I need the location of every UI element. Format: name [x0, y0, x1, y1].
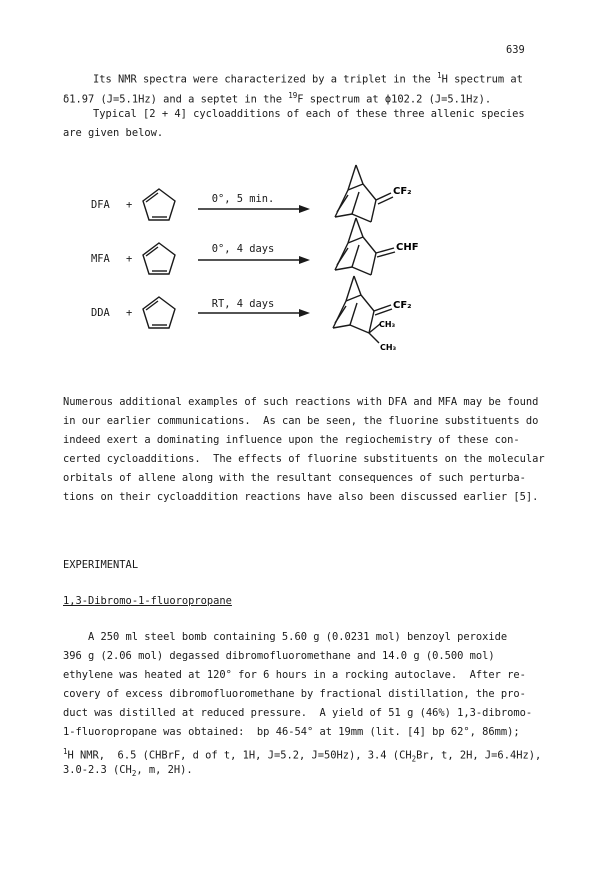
experimental-line: ethylene was heated at 120° for 6 hours in a rocking autoclave. After re-	[63, 669, 526, 681]
cyclopentadiene-structure	[143, 297, 175, 328]
discussion-line: indeed exert a dominating influence upon the regiochemistry of these con-	[63, 434, 520, 446]
product-substituent-label: CF₂	[393, 186, 412, 197]
nmr-data-line: 3.0-2.3 ($CH_2$, m, 2H).	[63, 764, 193, 779]
discussion-line: tions on their cycloaddition reactions have also been discussed earlier [5].	[63, 491, 539, 503]
plus-sign: +	[126, 307, 133, 319]
norbornene-product-structure	[335, 165, 393, 222]
discussion-line: in our earlier communications. As can be seen, the fluorine substituents do	[63, 415, 539, 427]
reactant-label-mfa: MFA	[91, 253, 110, 265]
intro-line-1: Its NMR spectra were characterized by a triplet in the $^1$H spectrum at	[93, 71, 523, 86]
norbornene-product-structure	[333, 276, 392, 343]
product-substituent-label: CF₂	[393, 300, 412, 311]
plus-sign: +	[126, 253, 133, 265]
experimental-line: 1-fluoropropane was obtained: bp 46-54° at 19mm (lit. [4] bp 62°, 86mm);	[63, 726, 520, 738]
intro-line-2: δ1.97 (J=5.1Hz) and a septet in the $^{19}$F spectrum at ϕ102.2 (J=5.1Hz).	[63, 91, 492, 106]
page-number: 639	[506, 44, 525, 56]
cyclopentadiene-structure	[143, 189, 175, 220]
experimental-line: duct was distilled at reduced pressure. A yield of 51 g (46%) 1,3-dibromo-	[63, 707, 533, 719]
product-substituent-label: CHF	[396, 242, 419, 253]
cyclopentadiene-structure	[143, 243, 175, 274]
reactant-label-dda: DDA	[91, 307, 110, 319]
intro-line-4: are given below.	[63, 127, 164, 139]
reaction-conditions-1: 0°, 5 min.	[211, 193, 275, 205]
intro-line-3: Typical [2 + 4] cycloadditions of each of these three allenic species	[93, 108, 525, 120]
experimental-line: A 250 ml steel bomb containing 5.60 g (0.0231 mol) benzoyl peroxide	[88, 631, 508, 643]
experimental-line: covery of excess dibromofluoromethane by fractional distillation, the pro-	[63, 688, 526, 700]
reaction-conditions-3: RT, 4 days	[211, 298, 275, 310]
section-heading: EXPERIMENTAL	[63, 559, 139, 571]
discussion-line: orbitals of allene along with the resultant consequences of such perturba-	[63, 472, 526, 484]
experimental-line: 396 g (2.06 mol) degassed dibromofluoromethane and 14.0 g (0.500 mol)	[63, 650, 495, 662]
subsection-heading: 1,3-Dibromo-1-fluoropropane	[63, 595, 232, 607]
discussion-line: certed cycloadditions. The effects of fluorine substituents on the molecular	[63, 453, 545, 465]
methyl-label: CH₃	[379, 320, 396, 329]
norbornene-product-structure	[335, 218, 395, 275]
plus-sign: +	[126, 199, 133, 211]
reaction-conditions-2: 0°, 4 days	[211, 243, 275, 255]
discussion-line: Numerous additional examples of such reactions with DFA and MFA may be found	[63, 396, 539, 408]
methyl-label: CH₃	[380, 343, 397, 352]
reactant-label-dfa: DFA	[91, 199, 110, 211]
nmr-data-line: $^1$H NMR, 6.5 (CHBrF, d of t, 1H, J=5.2, J=50Hz), 3.4 ($CH_2Br$, t, 2H, J=6.4Hz),	[63, 747, 542, 764]
